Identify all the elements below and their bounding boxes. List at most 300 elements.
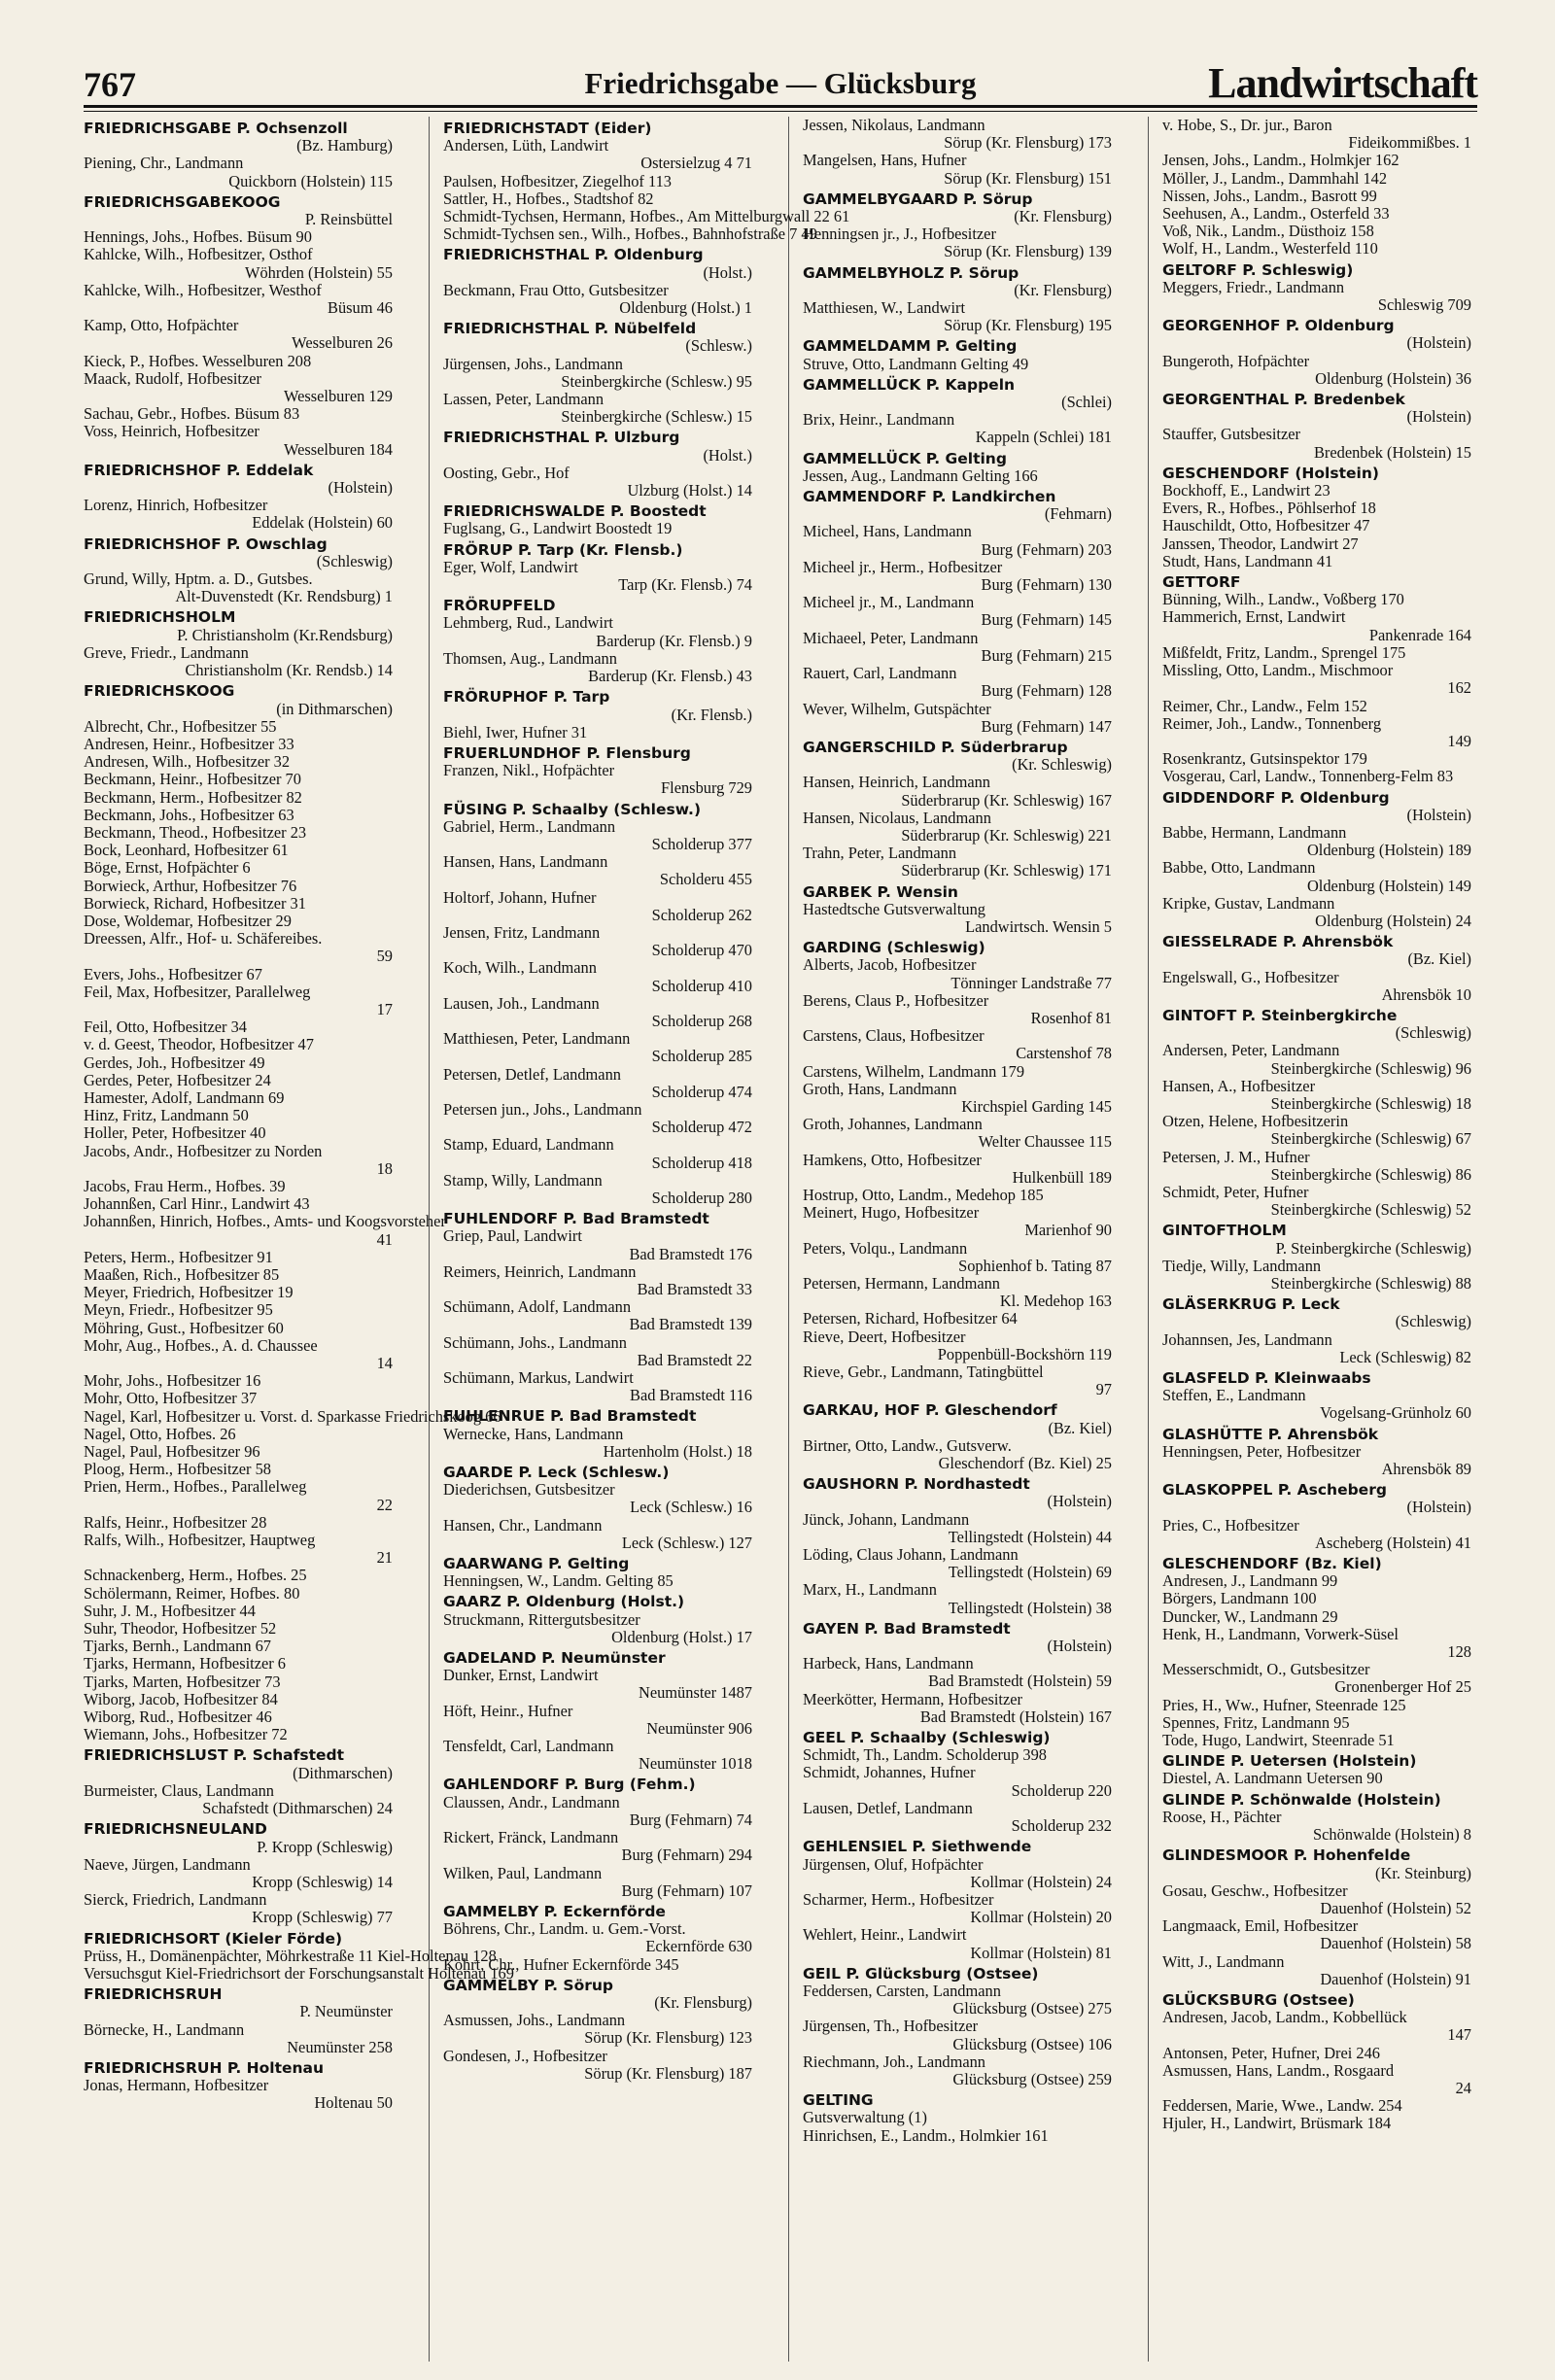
entry-name: Meinert, Hugo, Hofbesitzer [803, 1203, 980, 1223]
directory-entry [84, 878, 393, 895]
entry-address: 21 [376, 1548, 393, 1568]
directory-entry [443, 190, 752, 208]
entry-address: Büsum 46 [328, 298, 393, 318]
entry-name: Prien, Herm., Hofbes., Parallelweg [84, 1477, 307, 1497]
directory-entry [443, 1263, 752, 1298]
entry-address: Eckernförde 630 [645, 1937, 752, 1956]
place-heading: GAYEN P. Bad Bramstedt [803, 1619, 1011, 1638]
entry-address: Tellingstedt (Holstein) 38 [948, 1598, 1112, 1617]
entry-name: Jessen, Nikolaus, Landmann [803, 116, 985, 134]
entry-name: Berens, Claus P., Hofbesitzer [803, 990, 989, 1010]
entry-address: Neumünster 1018 [639, 1754, 752, 1774]
directory-entry [443, 959, 752, 994]
directory-entry [84, 2021, 393, 2056]
directory-entry [1162, 188, 1471, 205]
entry-name: Seehusen, A., Landm., Osterfeld 33 [1162, 204, 1390, 224]
directory-entry [84, 859, 393, 877]
directory-entry [84, 753, 393, 771]
entry-address: Sörup (Kr. Flensburg) 195 [944, 316, 1112, 335]
entry-name: Diederichsen, Gutsbesitzer [443, 1480, 615, 1500]
entry-name: Hostrup, Otto, Landm., Medehop 185 [803, 1185, 1044, 1204]
place-heading: GLESCHENDORF (Bz. Kiel) [1162, 1555, 1382, 1573]
entry-name: Franzen, Nikl., Hofpächter [443, 761, 615, 780]
entry-address: Süderbrarup (Kr. Schleswig) 221 [901, 825, 1112, 845]
entry-name: Wiemann, Johs., Hofbesitzer 72 [84, 1725, 288, 1744]
entry-name: Feil, Otto, Hofbesitzer 34 [84, 1018, 247, 1037]
entry-name: Borwieck, Richard, Hofbesitzer 31 [84, 893, 306, 913]
directory-entry [1162, 591, 1471, 608]
entry-address: Glücksburg (Ostsee) 259 [952, 2069, 1112, 2088]
directory-entry [803, 992, 1112, 1027]
directory-entry [803, 1691, 1112, 1726]
entry-address: Ahrensbök 10 [1381, 984, 1471, 1004]
directory-entry [1162, 1078, 1471, 1113]
directory-entry [443, 465, 752, 500]
directory-entry [1162, 1882, 1471, 1917]
place-heading: FRIEDRICHSNEULAND [84, 1820, 267, 1839]
entry-address: Leck (Schleswig) 82 [1339, 1347, 1471, 1366]
directory-entry [443, 1572, 752, 1590]
place-heading-postal: P. Reinsbüttel [304, 210, 393, 229]
directory-entry [1162, 1809, 1471, 1844]
entry-address: Schleswig 709 [1377, 295, 1471, 315]
place-heading: GLINDE P. Schönwalde (Holstein) [1162, 1790, 1441, 1809]
directory-entry [443, 282, 752, 317]
entry-name: Peters, Volqu., Landmann [803, 1238, 968, 1258]
entry-address: Leck (Schlesw.) 16 [630, 1498, 752, 1517]
directory-entry [1162, 500, 1471, 517]
entry-address: Burg (Fehmarn) 74 [629, 1810, 752, 1829]
entry-address: Burg (Fehmarn) 145 [981, 610, 1112, 630]
directory-entry [84, 1337, 393, 1372]
entry-address: Neumünster 906 [646, 1718, 752, 1738]
directory-entry [84, 1195, 393, 1213]
entry-name: Petersen jun., Johs., Landmann [443, 1099, 642, 1119]
entry-name: Henningsen, W., Landm. Gelting 85 [443, 1571, 674, 1591]
entry-name: Henk, H., Landmann, Vorwerk-Süsel [1162, 1624, 1399, 1643]
entry-address: Carstenshof 78 [1016, 1044, 1112, 1063]
entry-name: Jonas, Hermann, Hofbesitzer [84, 2076, 269, 2095]
place-heading: GAMMELBY P. Eckernförde [443, 1902, 666, 1920]
entry-address: 24 [1455, 2078, 1471, 2097]
entry-name: Hansen, Hans, Landmann [443, 852, 608, 872]
place-heading: FRIEDRICHSHOLM [84, 608, 236, 627]
place-heading: FRÖRUP P. Tarp (Kr. Flensb.) [443, 540, 683, 559]
directory-entry [803, 1746, 1112, 1764]
directory-entry [84, 497, 393, 532]
directory-entry [803, 2053, 1112, 2088]
entry-name: Versuchsgut Kiel-Friedrichsort der Forschungsanstalt Holtenau 169 [84, 1963, 514, 1983]
entry-name: Andersen, Lüth, Landwirt [443, 136, 609, 155]
directory-entry [84, 1284, 393, 1301]
entry-name: Groth, Johannes, Landmann [803, 1115, 983, 1134]
place-heading: GINTOFT P. Steinbergkirche [1162, 1006, 1398, 1024]
directory-entry [443, 356, 752, 391]
entry-name: Beckmann, Theod., Hofbesitzer 23 [84, 822, 307, 842]
entry-name: Tjarks, Bernh., Landmann 67 [84, 1637, 271, 1656]
entry-address: Scholderup 377 [651, 834, 752, 853]
place-heading: FRIEDRICHSRUH [84, 1985, 223, 2004]
entry-address: Burg (Fehmarn) 215 [981, 645, 1112, 665]
entry-name: Hamester, Adolf, Landmann 69 [84, 1087, 285, 1107]
entry-name: Petersen, Detlef, Landmann [443, 1064, 621, 1084]
entry-name: Lassen, Peter, Landmann [443, 390, 605, 409]
entry-address: Leck (Schlesw.) 127 [621, 1533, 752, 1552]
directory-entry [803, 225, 1112, 260]
place-heading-postal: (Fehmarn) [1044, 504, 1112, 524]
place-heading: FUHLENRUE P. Bad Bramstedt [443, 1407, 697, 1426]
directory-entry [803, 1152, 1112, 1187]
entry-name: Voss, Heinrich, Hofbesitzer [84, 422, 259, 441]
place-heading: GAARWANG P. Gelting [443, 1555, 630, 1573]
entry-name: Groth, Hans, Landmann [803, 1079, 957, 1098]
directory-entry [84, 1478, 393, 1513]
directory-entry [84, 1638, 393, 1655]
place-heading: GAMMELBYGAARD P. Sörup [803, 190, 1033, 208]
place-heading-postal: (Holstein) [1047, 1492, 1112, 1511]
directory-entry [803, 1027, 1112, 1062]
entry-name: Schmidt-Tychsen, Hermann, Hofbes., Am Mittelburgwall 22 61 [443, 207, 850, 226]
directory-entry [1162, 1697, 1471, 1714]
entry-name: Meggers, Friedr., Landmann [1162, 277, 1345, 296]
directory-entry [443, 1334, 752, 1369]
entry-address: Holtenau 50 [314, 2093, 393, 2113]
directory-entry [1162, 240, 1471, 258]
entry-name: Feddersen, Marie, Wwe., Landw. 254 [1162, 2096, 1402, 2116]
directory-entry [1162, 1517, 1471, 1552]
entry-name: Gerdes, Joh., Hofbesitzer 49 [84, 1052, 265, 1072]
place-heading-postal: P. Christiansholm (Kr.Rendsburg) [177, 625, 393, 644]
directory-entry [803, 1546, 1112, 1581]
entry-name: Stamp, Willy, Landmann [443, 1170, 603, 1190]
entry-address: Steinbergkirche (Schlesw.) 95 [561, 371, 752, 391]
entry-address: Sörup (Kr. Flensburg) 173 [944, 133, 1112, 153]
columns [84, 117, 1477, 2362]
place-heading-postal: (Bz. Kiel) [1048, 1418, 1112, 1437]
entry-name: Andersen, Peter, Landmann [1162, 1041, 1340, 1060]
directory-entry [84, 1301, 393, 1319]
place-heading: GEORGENTHAL P. Bredenbek [1162, 391, 1405, 409]
directory-entry [443, 995, 752, 1030]
directory-entry [443, 173, 752, 190]
place-heading: GEEL P. Schaalby (Schleswig) [803, 1729, 1051, 1747]
entry-name: Tode, Hugo, Landwirt, Steenrade 51 [1162, 1731, 1395, 1750]
header-rule [84, 105, 1477, 112]
entry-name: Stauffer, Gutsbesitzer [1162, 425, 1300, 444]
entry-address: Tönninger Landstraße 77 [950, 973, 1112, 992]
entry-name: Greve, Friedr., Landmann [84, 642, 249, 662]
entry-name: Börgers, Landmann 100 [1162, 1589, 1317, 1608]
entry-name: Wiborg, Rud., Hofbesitzer 46 [84, 1707, 272, 1727]
entry-name: Feil, Max, Hofbesitzer, Parallelweg [84, 982, 311, 1001]
directory-entry [1162, 223, 1471, 240]
entry-name: Rickert, Fränck, Landmann [443, 1828, 619, 1847]
column-2 [443, 117, 850, 2362]
place-heading: GLÄSERKRUG P. Leck [1162, 1295, 1340, 1314]
entry-address: Scholderup 470 [651, 941, 752, 960]
entry-name: Naeve, Jürgen, Landmann [84, 1854, 251, 1874]
entry-name: Suhr, J. M., Hofbesitzer 44 [84, 1601, 256, 1620]
entry-name: Hansen, Heinrich, Landmann [803, 773, 990, 792]
entry-address: Christiansholm (Kr. Rendsb.) 14 [185, 661, 393, 680]
entry-name: Biehl, Iwer, Hufner 31 [443, 722, 588, 742]
page-number: 767 [84, 65, 136, 104]
directory-entry [1162, 1917, 1471, 1952]
directory-entry [803, 701, 1112, 736]
directory-entry [84, 282, 393, 317]
entry-address: Alt-Duvenstedt (Kr. Rendsburg) 1 [175, 587, 393, 606]
place-heading: GLINDE P. Uetersen (Holstein) [1162, 1752, 1417, 1771]
entry-name: Petersen, Hermann, Landmann [803, 1274, 1000, 1293]
entry-name: Nissen, Johs., Landm., Basrott 99 [1162, 186, 1377, 205]
entry-name: Oosting, Gebr., Hof [443, 463, 570, 482]
entry-address: 147 [1447, 2025, 1471, 2045]
directory-entry [1162, 152, 1471, 169]
entry-name: Prüss, H., Domänenpächter, Möhrkestraße 11 Kiel-Holtenau 128 [84, 1946, 497, 1965]
place-heading: FRIEDRICHSHOF P. Owschlag [84, 535, 328, 553]
column-divider [1148, 117, 1149, 2362]
entry-name: Ploog, Herm., Hofbesitzer 58 [84, 1460, 272, 1479]
entry-address: Steinbergkirche (Schleswig) 96 [1270, 1058, 1471, 1078]
entry-name: Petersen, J. M., Hufner [1162, 1147, 1310, 1166]
directory-entry [443, 924, 752, 959]
entry-address: Bad Bramstedt 33 [637, 1280, 752, 1298]
entry-address: Scholderup 220 [1011, 1780, 1112, 1800]
directory-entry [1162, 1184, 1471, 1219]
entry-name: Henningsen, Peter, Hofbesitzer [1162, 1441, 1362, 1461]
directory-entry [803, 559, 1112, 594]
entry-name: Beckmann, Heinr., Hofbesitzer 70 [84, 770, 301, 789]
entry-address: Sörup (Kr. Flensburg) 123 [584, 2028, 752, 2048]
entry-name: Jürgensen, Johs., Landmann [443, 354, 623, 373]
entry-name: Kripke, Gustav, Landmann [1162, 893, 1335, 913]
entry-address: Marienhof 90 [1024, 1221, 1112, 1240]
directory-entry [1162, 2045, 1471, 2062]
directory-entry [84, 1603, 393, 1620]
entry-name: Schmidt, Johannes, Hufner [803, 1763, 976, 1782]
entry-name: Meerkötter, Hermann, Hofbesitzer [803, 1689, 1022, 1708]
directory-entry [803, 356, 1112, 373]
directory-entry [803, 2018, 1112, 2052]
entry-address: Scholderu 455 [659, 870, 752, 889]
entry-address: Wesselburen 184 [283, 439, 393, 459]
entry-address: Scholderup 268 [651, 1011, 752, 1030]
entry-name: Micheel jr., Herm., Hofbesitzer [803, 557, 1003, 576]
entry-address: Bad Bramstedt 116 [630, 1386, 752, 1405]
entry-address: 14 [376, 1354, 393, 1373]
directory-entry [84, 1212, 446, 1249]
entry-address: Bredenbek (Holstein) 15 [1313, 442, 1471, 462]
entry-name: Mißfeldt, Fritz, Landm., Sprengel 175 [1162, 642, 1406, 662]
directory-entry [1162, 662, 1471, 697]
entry-name: Engelswall, G., Hofbesitzer [1162, 967, 1339, 986]
entry-name: Gosau, Geschw., Hofbesitzer [1162, 1880, 1348, 1900]
place-heading: GAARZ P. Oldenburg (Holst.) [443, 1593, 685, 1611]
directory-entry [84, 423, 393, 458]
entry-name: Asmussen, Johs., Landmann [443, 2011, 626, 2030]
directory-entry [1162, 1770, 1471, 1787]
directory-entry [443, 1703, 752, 1738]
entry-address: Tellingstedt (Holstein) 44 [948, 1527, 1112, 1546]
place-heading: FUHLENDORF P. Bad Bramstedt [443, 1210, 709, 1228]
entry-name: Kamp, Otto, Hofpächter [84, 316, 239, 335]
directory-entry [1162, 205, 1471, 223]
directory-entry [803, 467, 1112, 485]
directory-entry [1162, 1626, 1471, 1661]
directory-entry [443, 520, 752, 537]
entry-name: Johannßen, Hinrich, Hofbes., Amts- und Koogsvorsteher [84, 1212, 446, 1231]
directory-entry [1162, 535, 1471, 553]
entry-name: Missling, Otto, Landm., Mischmoor [1162, 661, 1394, 680]
entry-name: Stamp, Eduard, Landmann [443, 1135, 614, 1155]
entry-address: Steinbergkirche (Schleswig) 88 [1270, 1274, 1471, 1293]
entry-address: Barderup (Kr. Flensb.) 43 [588, 667, 752, 686]
entry-name: Messerschmidt, O., Gutsbesitzer [1162, 1660, 1370, 1679]
entry-name: Lausen, Joh., Landmann [443, 993, 600, 1013]
directory-entry [1162, 517, 1471, 535]
entry-name: Schümann, Markus, Landwirt [443, 1368, 634, 1388]
directory-entry [84, 1856, 393, 1891]
directory-entry [1162, 859, 1471, 894]
directory-entry [443, 1426, 752, 1461]
directory-entry [84, 1089, 393, 1107]
entry-name: Marx, H., Landmann [803, 1580, 937, 1600]
entry-name: Andresen, Jacob, Landm., Kobbellück [1162, 2008, 1407, 2027]
entry-name: Janssen, Theodor, Landwirt 27 [1162, 534, 1359, 553]
directory-entry [84, 370, 393, 405]
directory-entry [1162, 1714, 1471, 1732]
entry-address: Burg (Fehmarn) 147 [981, 716, 1112, 736]
directory-entry [84, 353, 393, 370]
directory-entry [84, 913, 393, 930]
directory-entry [84, 1655, 393, 1673]
directory-entry [1162, 1113, 1471, 1148]
entry-name: Meyer, Friedrich, Hofbesitzer 19 [84, 1283, 294, 1302]
place-heading-postal: P. Neumünster [299, 2002, 393, 2021]
entry-name: Carstens, Wilhelm, Landmann 179 [803, 1061, 1025, 1081]
entry-name: Wilken, Paul, Landmann [443, 1863, 603, 1882]
entry-name: Hamkens, Otto, Hofbesitzer [803, 1150, 982, 1169]
entry-address: Ostersielzug 4 71 [640, 154, 752, 173]
directory-entry [84, 1124, 393, 1142]
place-heading: FRIEDRICHSGABEKOOG [84, 192, 281, 211]
directory-entry [443, 1956, 752, 1974]
entry-address: Quickborn (Holstein) 115 [228, 171, 393, 190]
entry-address: Scholderup 262 [651, 905, 752, 924]
entry-address: Bad Bramstedt 22 [637, 1350, 752, 1369]
directory-entry [1162, 1608, 1471, 1626]
directory-entry [803, 1437, 1112, 1472]
directory-entry [443, 724, 752, 742]
place-heading: FRIEDRICHSGABE P. Ochsenzoll [84, 120, 348, 137]
directory-entry [84, 405, 393, 423]
entry-name: Wernecke, Hans, Landmann [443, 1424, 624, 1443]
entry-address: 17 [376, 999, 393, 1018]
entry-address: Sörup (Kr. Flensburg) 139 [944, 242, 1112, 261]
entry-name: Jessen, Aug., Landmann Gelting 166 [803, 466, 1038, 485]
entry-name: Hennings, Johs., Hofbes. Büsum 90 [84, 227, 312, 247]
directory-entry [84, 842, 393, 859]
entry-address: Oldenburg (Holstein) 149 [1306, 876, 1471, 895]
entry-name: Reimer, Joh., Landw., Tonnenberg [1162, 713, 1382, 733]
directory-entry [443, 1227, 752, 1262]
entry-name: Evers, R., Hofbes., Pöhlserhof 18 [1162, 499, 1376, 518]
entry-address: Scholderup 472 [651, 1118, 752, 1137]
entry-address: Dauenhof (Holstein) 58 [1320, 1934, 1471, 1953]
directory-entry [443, 818, 752, 853]
directory-entry [84, 1072, 393, 1089]
entry-name: Studt, Hans, Landmann 41 [1162, 551, 1333, 570]
entry-name: Kieck, P., Hofbes. Wesselburen 208 [84, 351, 312, 370]
entry-name: Hansen, Nicolaus, Landmann [803, 808, 991, 827]
directory-entry [803, 1116, 1112, 1151]
entry-name: Feddersen, Carsten, Landmann [803, 1981, 1001, 2000]
entry-address: Steinbergkirche (Schleswig) 52 [1270, 1200, 1471, 1220]
directory-entry [443, 391, 752, 426]
directory-entry [84, 789, 393, 807]
entry-name: Riechmann, Joh., Landmann [803, 2052, 985, 2071]
directory-entry [84, 1691, 393, 1708]
directory-entry [443, 207, 850, 226]
directory-entry [803, 2109, 1112, 2126]
entry-address: Steinbergkirche (Schleswig) 86 [1270, 1164, 1471, 1184]
directory-entry [443, 1172, 752, 1207]
place-heading-postal: (Holst.) [703, 262, 752, 282]
place-heading-postal: P. Kropp (Schleswig) [257, 1837, 393, 1856]
entry-address: Dauenhof (Holstein) 91 [1320, 1969, 1471, 1988]
entry-name: Alberts, Jacob, Hofbesitzer [803, 955, 977, 975]
place-heading-postal: (Bz. Kiel) [1407, 949, 1471, 969]
entry-address: Pankenrade 164 [1368, 625, 1471, 644]
directory-entry [1162, 750, 1471, 768]
place-heading: FRIEDRICHSKOOG [84, 682, 235, 701]
entry-address: Barderup (Kr. Flensb.) 9 [596, 631, 752, 650]
entry-name: Schnackenberg, Herm., Hofbes. 25 [84, 1566, 307, 1585]
place-heading: FRIEDRICHSTHAL P. Ulzburg [443, 429, 680, 447]
directory-entry [443, 1738, 752, 1773]
place-heading: FRIEDRICHSRUH P. Holtenau [84, 2058, 325, 2077]
directory-entry [803, 1275, 1112, 1310]
directory-entry [84, 1585, 393, 1603]
directory-entry [84, 1620, 393, 1638]
entry-name: Nagel, Karl, Hofbesitzer u. Vorst. d. Sparkasse Friedrichskoog 66 [84, 1406, 501, 1426]
directory-entry [84, 1036, 393, 1053]
entry-name: Lausen, Detlef, Landmann [803, 1798, 973, 1817]
entry-name: Hansen, Chr., Landmann [443, 1515, 603, 1535]
directory-entry [84, 1726, 393, 1743]
place-heading: GANGERSCHILD P. Süderbrarup [803, 738, 1068, 756]
directory-entry [443, 1481, 752, 1516]
entry-address: Burg (Fehmarn) 128 [981, 681, 1112, 701]
directory-entry [1162, 895, 1471, 930]
entry-address: Poppenbüll-Bockshörn 119 [937, 1344, 1112, 1363]
place-heading-postal: (Schleswig) [1395, 1023, 1471, 1043]
entry-name: Witt, J., Landmann [1162, 1951, 1285, 1971]
entry-address: Süderbrarup (Kr. Schleswig) 167 [901, 790, 1112, 810]
place-heading: GEHLENSIEL P. Siethwende [803, 1838, 1032, 1856]
entry-name: Mohr, Otto, Hofbesitzer 37 [84, 1389, 258, 1408]
place-heading-postal: (Schleswig) [316, 551, 393, 570]
directory-entry [803, 845, 1112, 880]
directory-entry [1162, 1572, 1471, 1590]
entry-name: Jensen, Johs., Landm., Holmkjer 162 [1162, 151, 1400, 170]
entry-name: Jünck, Johann, Landmann [803, 1509, 970, 1529]
directory-entry [84, 1372, 393, 1390]
entry-address: Eddelak (Holstein) 60 [252, 513, 393, 533]
place-heading: GAHLENDORF P. Burg (Fehm.) [443, 1776, 696, 1794]
place-heading-postal: (Bz. Hamburg) [296, 136, 393, 155]
entry-address: Wesselburen 26 [292, 333, 393, 353]
